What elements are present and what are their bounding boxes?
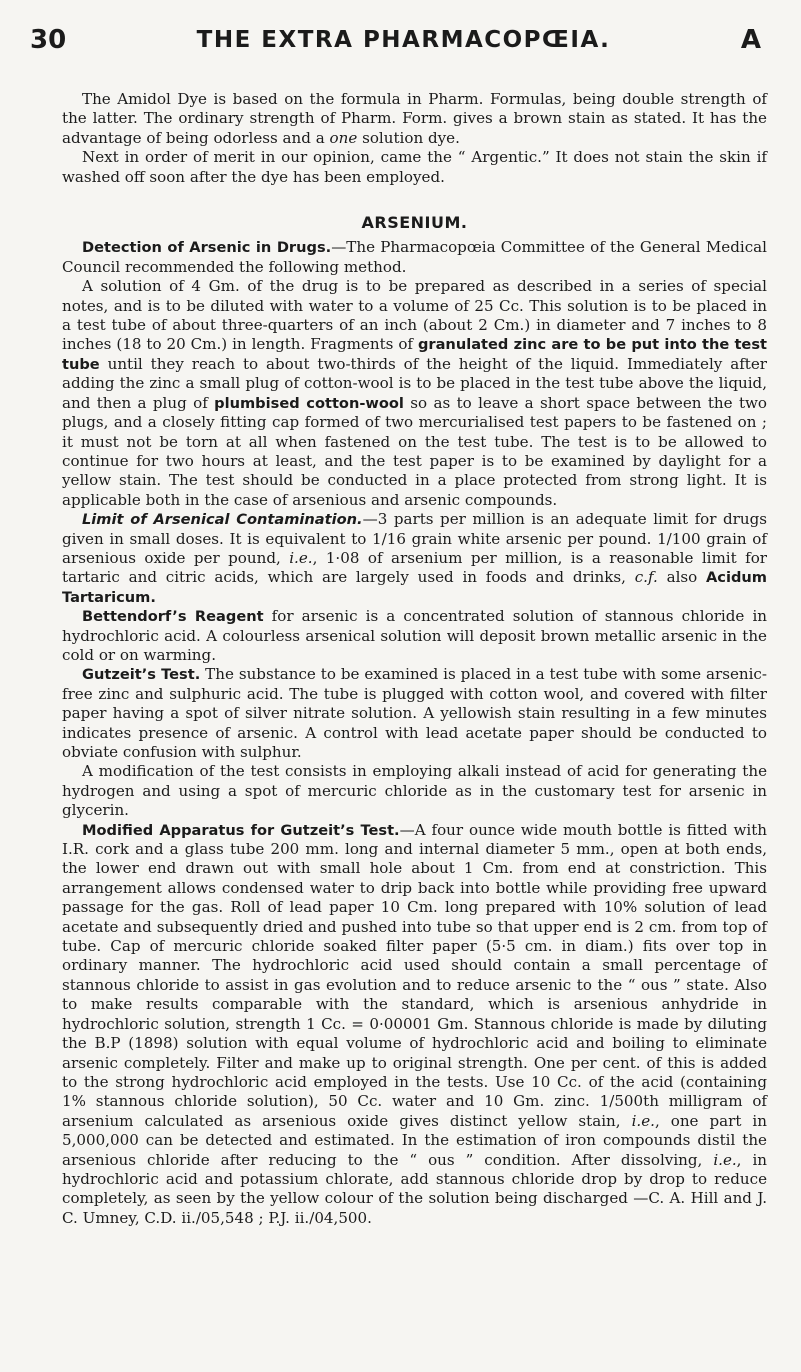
method-paragraph <box>62 277 767 510</box>
gutzeit-text: The substance to be examined is placed in a test tube with some arsenic-free zinc and sulphuric acid. The tube is plugged with cotton wool, and covered with filter paper having a spot of silver nitrate solution. A yellowish stain resulting in a few minutes indicates presence of arsenic. A control with lead acetate paper should be conducted to obviate confusion with sulphur. <box>62 665 767 761</box>
detection-text: —The Pharmacopœia Committee of the General Medical Council recommended the following method. <box>62 238 767 276</box>
bettendorf-title: Bettendorf’s Reagent <box>82 608 264 626</box>
gutzeit-paragraph <box>62 665 767 762</box>
method-text-c: so as to leave a short space between the two plugs, and a closely fitting cap formed of two mercurialised test papers to be fastened on ; it must not be torn at all when fastened on the test tube. The test is to be allowed to continue for two hours at least, and the test paper is to be examined by daylight for a yellow stain. The test should be conducted in a place protected from strong light. It is applicable both in the case of arsenious and arsenic compounds. <box>62 393 768 509</box>
modified-apparatus-paragraph <box>62 821 767 1229</box>
page-number: 30 <box>30 25 67 55</box>
amidol-text: The Amidol Dye is based on the formula in Pharm. Formulas, being double strength of the latter. The ordinary strength of Pharm. Form. gives a brown stain as stated. It has the advantage of being odorless and a <box>62 90 767 147</box>
modified-text-c: , one part in 5,000,000 can be detected and estimated. In the estimation of iron compounds distil the arsenious chloride after reducing to the “ ous ” condition. After dissolving, <box>62 1111 767 1169</box>
limit-text-a: —3 parts per million is an adequate limit for drugs given in small doses. It is equivalent to <box>62 510 767 548</box>
method-text-b: until they reach to about two-thirds of the height of the liquid. Immediately after adding the zinc a small plug of cotton-wool is to be placed in the test tube above the liquid, and then a plug of <box>62 354 767 412</box>
modified-text-d: , in hydrochloric acid and potassium chlorate, add stannous chloride drop by drop to reduce completely, as seen by the yellow colour of the solution being discharged —C. A. Hill and J. C. Umney, C.D. ii./05,548 ; P.J. ii./04,500. <box>62 1150 767 1227</box>
modified-text-b: th milligram of arsenium calculated as arsenious oxide gives distinct yellow stain, <box>62 1092 767 1130</box>
modification-paragraph: A modification of the test consists in employing alkali instead of acid for generating the hydrogen and using a spot of mercuric chloride as in the customary test for arsenic in glycerin. <box>62 762 767 820</box>
modified-ie-1: i.e. <box>631 1111 655 1130</box>
section-heading-arsenium: ARSENIUM. <box>361 213 468 233</box>
running-title: THE EXTRA PHARMACOPŒIA. <box>196 27 611 53</box>
argentic-paragraph: Next in order of merit in our opinion, came the “ Argentic.” It does not stain the skin if washed off soon after the dye has been employed. <box>62 148 767 186</box>
limit-title: Limit of Arsenical Contamination. <box>82 511 363 529</box>
page-header <box>30 22 761 58</box>
method-bold-cotton: plumbised cotton-wool <box>214 394 404 412</box>
method-text-a: A solution of 4 Gm. of the drug is to be prepared as described in a series of special notes, and is to be diluted with water to a volume of 25 Cc. This solution is to be placed in a test tube of about three-quarters of an inch (about 2 Cm.) in diameter and 7 inches to 8 inches (18 to 20 Cm.) in length. Fragments of <box>62 277 767 354</box>
limit-cf: c.f. <box>634 568 658 587</box>
bettendorf-text: for arsenic is a concentrated solution of stannous chloride in hydrochloric acid. A colourless arsenical solution will deposit brown metallic arsenic in the cold or on warming. <box>62 607 767 664</box>
modified-ie-2: i.e. <box>713 1150 737 1169</box>
fraction-five-hundredth: 1/500 <box>599 1092 644 1111</box>
limit-reference: Acidum Tartaricum. <box>62 569 767 606</box>
fraction-sixteenth: 1/16 <box>372 529 406 548</box>
limit-ie: i.e. <box>289 548 313 567</box>
detection-paragraph <box>62 238 767 277</box>
page-body <box>62 90 767 1228</box>
section-letter: A <box>740 25 761 55</box>
limit-paragraph <box>62 510 767 607</box>
limit-text-b: grain white arsenic per pound. <box>405 529 658 548</box>
amidol-text-end: solution dye. <box>357 128 460 147</box>
amidol-paragraph <box>62 90 767 148</box>
fraction-hundredth: 1/100 <box>657 529 701 548</box>
detection-title: Detection of Arsenic in Drugs. <box>82 239 332 257</box>
gutzeit-title: Gutzeit’s Test. <box>82 666 201 684</box>
modified-text-a: —A four ounce wide mouth bottle is fitted with I.R. cork and a glass tube 200 mm. long and internal diameter 5 mm., open at both ends, the lower end drawn out with small hole about 1 Cm. from end at constriction. This arrangement allows condensed water to drip back into bottle while providing free upward passage for the gas. Roll of lead paper 10 Cm. long prepared with 10% solution of lead acetate and subsequently dried and pushed into tube so that upper end is 2 cm. from top of tube. Cap of mercuric chloride soaked filter paper (5·5 cm. in diam.) fits over top in ordinary manner. The hydrochloric acid used should contain a small percentage of stannous chloride to assist in gas evolution and to reduce arsenic to the “ ous ” state. Also to make results comparable with the standard, which is arsenious anhydride in hydrochloric solution, strength 1 Cc. = 0·00001 Gm. Stannous chloride is made by diluting the B.P (1898) solution with equal volume of hydrochloric acid and boiling to eliminate arsenic completely. Filter and make up to original strength. One per cent. of this is added to the strong hydrochloric acid employed in the tests. Use 10 Cc. of the acid (containing 1% stannous chloride solution), 50 Cc. water and 10 Gm. zinc. <box>62 820 767 1111</box>
emphasis-one: one <box>329 128 358 147</box>
limit-text-e: also <box>657 568 706 587</box>
method-bold-zinc: granulated zinc are to be put into the test tube <box>62 336 767 373</box>
limit-text-c: grain of arsenious oxide per pound, <box>62 529 767 567</box>
modified-title: Modified Apparatus for Gutzeit’s Test. <box>82 821 400 839</box>
limit-text-d: , 1·08 of arsenium per million, is a reasonable limit for tartaric and citric acids, which are largely used in foods and drinks, <box>62 548 768 587</box>
bettendorf-paragraph <box>62 607 767 665</box>
